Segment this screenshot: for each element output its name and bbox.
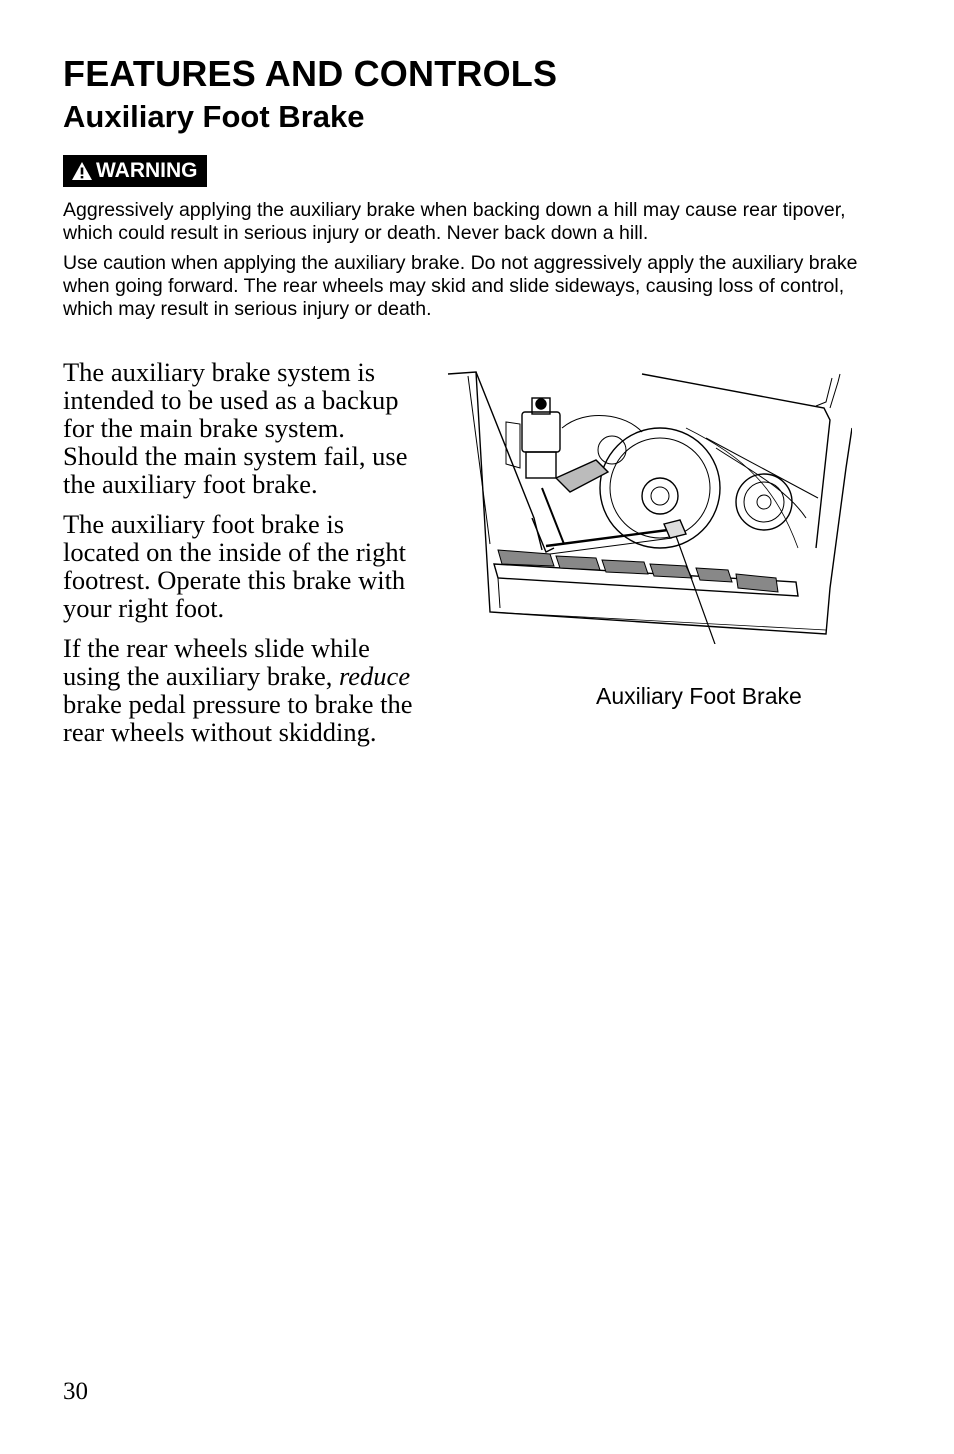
warning-paragraph: Aggressively applying the auxiliary brake when backing down a hill may cause rear tipover, which could result in serious injury or death. Never back down a hill.	[63, 199, 846, 244]
body-paragraph: The auxiliary foot brake is located on the inside of the right footrest. Operate this brake with your right foot.	[63, 509, 406, 623]
body-paragraph: The auxiliary brake system is intended to be used as a backup for the main brake system. Should the main system fail, use the auxiliary foot brake.	[63, 357, 408, 499]
figure-callout-label: Auxiliary Foot Brake	[596, 683, 802, 709]
section-title: Auxiliary Foot Brake	[63, 99, 365, 134]
warning-badge	[63, 155, 207, 187]
emphasis: reduce	[338, 661, 411, 691]
page-number: 30	[63, 1378, 88, 1405]
brake-illustration	[446, 368, 852, 644]
page-title: FEATURES AND CONTROLS	[63, 53, 558, 94]
warning-triangle-icon	[71, 161, 93, 181]
body-paragraph: If the rear wheels slide while using the auxiliary brake, reduce brake pedal pressure to brake the rear wheels without skidding.	[63, 633, 413, 747]
body-text	[63, 358, 423, 758]
warning-paragraph: Use caution when applying the auxiliary brake. Do not aggressively apply the auxiliary brake when going forward. The rear wheels may skid and slide sideways, causing loss of control, which may result in serious injury or death.	[63, 252, 858, 320]
warning-label: WARNING	[96, 159, 198, 182]
